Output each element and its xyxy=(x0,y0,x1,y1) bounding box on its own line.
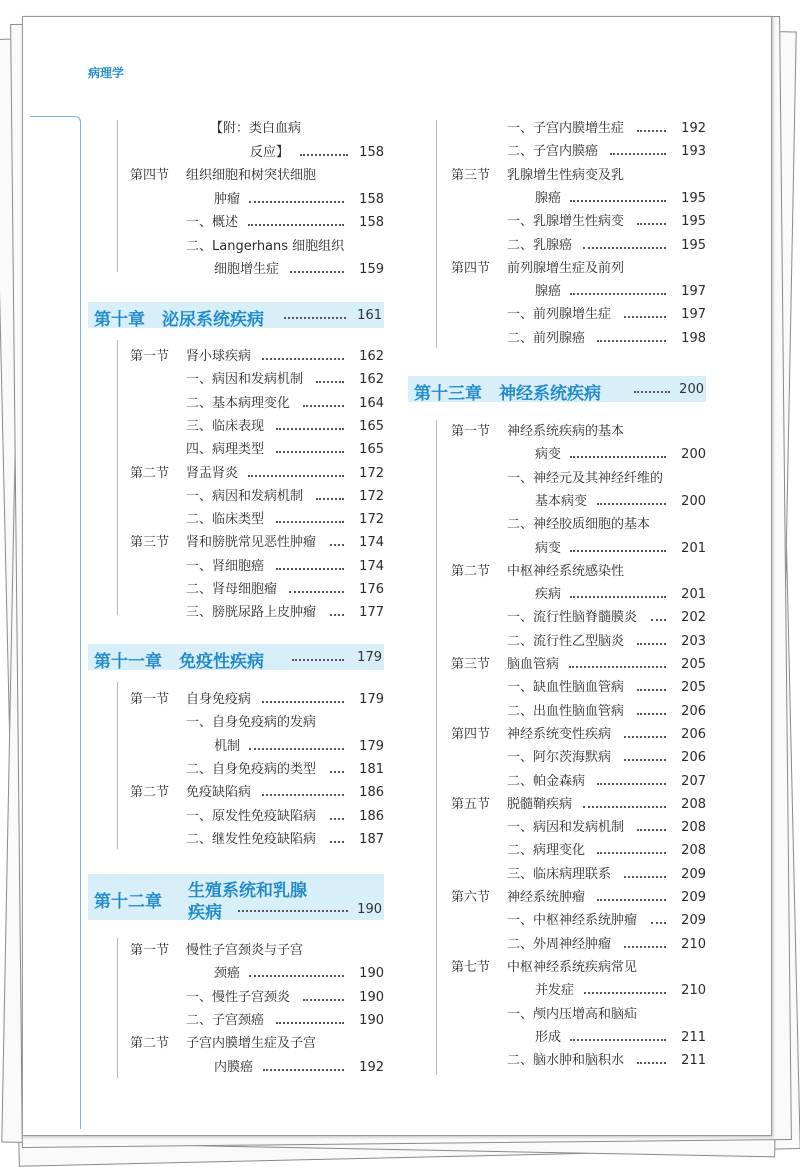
toc-label: 肿瘤 xyxy=(214,191,241,207)
toc-entry[interactable] xyxy=(451,284,706,300)
chapter-title-line1: 生殖系统和乳腺 xyxy=(188,881,307,901)
toc-entry[interactable] xyxy=(130,943,384,959)
toc-label: 中枢神经系统感染性 xyxy=(507,563,625,579)
toc-page-number: 187 xyxy=(359,831,384,847)
toc-label: 二、流行性乙型脑炎 xyxy=(507,633,625,649)
toc-label: 二、Langerhans 细胞组织 xyxy=(186,238,345,254)
toc-page-number: 159 xyxy=(359,262,384,277)
toc-label: 二、外周神经肿瘤 xyxy=(507,936,612,952)
toc-entry[interactable] xyxy=(451,144,706,160)
toc-label: 脑血管病 xyxy=(507,657,560,672)
toc-entry[interactable] xyxy=(451,331,706,347)
leader-dots xyxy=(624,736,666,738)
toc-label: 神经系统变性疾病 xyxy=(507,726,612,742)
toc-label: 形成 xyxy=(535,1029,562,1045)
toc-label: 免疫缺陷病 xyxy=(186,785,252,801)
leader-dots xyxy=(276,451,344,453)
toc-label: 机制 xyxy=(214,738,241,754)
toc-page-number: 209 xyxy=(681,866,706,882)
toc-page-number: 208 xyxy=(681,820,706,836)
toc-page-number: 172 xyxy=(359,465,384,481)
chapter-12-header[interactable] xyxy=(88,874,384,923)
toc-section-number: 第二节 xyxy=(130,465,170,481)
leader-dots xyxy=(583,806,666,808)
toc-page-number: 165 xyxy=(359,418,384,434)
toc-section-number: 第三节 xyxy=(130,535,170,551)
toc-entry[interactable] xyxy=(451,960,706,976)
toc-page-number: 172 xyxy=(359,488,384,504)
leader-dots xyxy=(597,340,666,342)
toc-label: 一、病因和发病机制 xyxy=(507,820,625,836)
toc-page-number: 158 xyxy=(359,144,384,160)
toc-label: 中枢神经系统疾病常见 xyxy=(507,959,638,975)
toc-label: 基本病变 xyxy=(535,493,588,509)
chapter-number: 第十二章 xyxy=(94,892,162,912)
leader-dots xyxy=(624,759,666,761)
leader-dots xyxy=(290,271,344,273)
toc-label: 慢性子宫颈炎与子宫 xyxy=(186,943,304,958)
toc-page-number: 203 xyxy=(681,633,706,649)
toc-page-number: 179 xyxy=(359,738,384,754)
toc-page-number: 211 xyxy=(681,1053,706,1069)
toc-label: 子宫内膜增生症及子宫 xyxy=(186,1036,317,1052)
toc-page-number: 201 xyxy=(681,587,706,603)
toc-label: 自身免疫病 xyxy=(186,692,252,707)
toc-section-number: 第六节 xyxy=(451,890,491,905)
toc-label: 二、神经胶质细胞的基本 xyxy=(507,517,651,533)
leader-dots xyxy=(569,666,666,668)
leader-dots xyxy=(316,498,344,500)
leader-dots xyxy=(597,503,666,505)
toc-entry[interactable] xyxy=(130,715,384,731)
leader-dots xyxy=(610,153,666,155)
toc-label: 二、脑水肿和脑积水 xyxy=(507,1053,625,1069)
toc-page-number: 202 xyxy=(681,610,706,626)
chapter-page: 200 xyxy=(679,382,704,397)
leader-dots xyxy=(284,317,346,319)
leader-dots xyxy=(637,1062,666,1064)
toc-section-number: 第三节 xyxy=(451,657,491,672)
toc-label: 一、缺血性脑血管病 xyxy=(507,680,625,696)
leader-dots xyxy=(651,922,666,924)
toc-page-number: 208 xyxy=(681,796,706,812)
toc-section-number: 第五节 xyxy=(451,796,491,812)
toc-page-number: 195 xyxy=(681,214,706,230)
toc-page-number: 195 xyxy=(681,237,706,253)
chapter-page: 190 xyxy=(357,902,382,917)
leader-dots xyxy=(330,544,344,546)
toc-section-number: 第一节 xyxy=(130,943,170,958)
toc-page-number: 174 xyxy=(359,535,384,551)
toc-entry[interactable] xyxy=(130,1060,384,1076)
toc-entry[interactable] xyxy=(130,739,384,755)
toc-entry[interactable] xyxy=(130,559,384,575)
toc-entry[interactable] xyxy=(130,239,384,255)
toc-page-number: 190 xyxy=(359,989,384,1005)
toc-entry[interactable] xyxy=(451,983,706,999)
leader-dots xyxy=(637,223,666,225)
toc-entry[interactable] xyxy=(130,121,384,137)
toc-label: 病变 xyxy=(535,540,562,556)
leader-dots xyxy=(249,975,344,977)
toc-entry[interactable] xyxy=(130,372,384,388)
toc-label: 二、自身免疫病的类型 xyxy=(186,761,317,777)
toc-label: 三、临床病理联系 xyxy=(507,866,612,882)
toc-page-number: 197 xyxy=(681,307,706,323)
toc-entry[interactable] xyxy=(130,396,384,412)
toc-label: 腺癌 xyxy=(535,190,562,206)
column-rule xyxy=(117,120,118,272)
leader-dots xyxy=(637,643,666,645)
chapter-10-header[interactable] xyxy=(88,302,384,328)
toc-label: 一、颅内压增高和脑疝 xyxy=(507,1006,638,1022)
toc-page-number: 192 xyxy=(359,1059,384,1075)
toc-label: 组织细胞和树突状细胞 xyxy=(186,168,317,183)
toc-entry[interactable] xyxy=(451,727,706,743)
chapter-13-header[interactable] xyxy=(408,376,706,402)
chapter-title-line2: 疾病 xyxy=(188,903,222,923)
toc-label: 肾小球疾病 xyxy=(186,349,252,364)
toc-entry[interactable] xyxy=(130,990,384,1006)
column-rule xyxy=(117,340,118,615)
toc-entry[interactable] xyxy=(130,692,384,708)
toc-page-number: 205 xyxy=(681,657,706,672)
leader-dots xyxy=(597,783,666,785)
leader-dots xyxy=(570,550,666,552)
toc-page-number: 158 xyxy=(359,215,384,230)
toc-label: 神经系统肿瘤 xyxy=(507,890,586,905)
toc-label: 病变 xyxy=(535,447,562,463)
toc-entry[interactable] xyxy=(451,634,706,650)
toc-entry[interactable] xyxy=(130,1013,384,1029)
toc-entry[interactable] xyxy=(451,214,706,230)
toc-label: 并发症 xyxy=(535,983,575,999)
leader-dots xyxy=(303,999,344,1001)
column-rule xyxy=(436,120,437,348)
toc-label: 二、乳腺癌 xyxy=(507,237,573,253)
leader-dots xyxy=(262,358,344,360)
leader-dots xyxy=(249,201,344,203)
toc-page-number: 186 xyxy=(359,808,384,824)
toc-entry[interactable] xyxy=(451,867,706,883)
toc-page-number: 209 xyxy=(681,890,706,905)
leader-dots xyxy=(637,713,666,715)
toc-entry[interactable] xyxy=(130,489,384,505)
toc-entry[interactable] xyxy=(451,1030,706,1046)
leader-dots xyxy=(330,614,344,616)
toc-entry[interactable] xyxy=(451,797,706,813)
toc-entry[interactable] xyxy=(130,262,384,278)
toc-entry[interactable] xyxy=(130,582,384,598)
toc-page-number: 190 xyxy=(359,1012,384,1028)
toc-label: 反应】 xyxy=(250,144,290,160)
toc-entry[interactable] xyxy=(451,913,706,929)
toc-entry[interactable] xyxy=(451,937,706,953)
toc-label: 三、临床表现 xyxy=(186,418,265,434)
leader-dots xyxy=(624,316,666,318)
toc-label: 细胞增生症 xyxy=(214,262,280,277)
leader-dots xyxy=(597,899,666,901)
toc-page-number: 198 xyxy=(681,330,706,346)
leader-dots xyxy=(624,876,666,878)
toc-label: 二、临床类型 xyxy=(186,512,265,528)
chapter-page: 161 xyxy=(357,308,382,323)
leader-dots xyxy=(276,1022,344,1024)
toc-label: 乳腺增生性病变及乳 xyxy=(507,167,625,183)
column-rule xyxy=(117,938,118,1078)
toc-entry[interactable] xyxy=(130,966,384,982)
leader-dots xyxy=(238,910,348,912)
toc-entry[interactable] xyxy=(130,512,384,528)
toc-label: 一、原发性免疫缺陷病 xyxy=(186,808,317,824)
toc-label: 一、概述 xyxy=(186,215,239,230)
leader-dots xyxy=(584,992,666,994)
toc-page-number: 205 xyxy=(681,680,706,696)
toc-entry[interactable] xyxy=(451,238,706,254)
toc-label: 四、病理类型 xyxy=(186,442,265,458)
leader-dots xyxy=(634,391,670,393)
leader-dots xyxy=(570,456,666,458)
leader-dots xyxy=(651,619,666,621)
toc-page-number: 200 xyxy=(681,447,706,463)
toc-entry[interactable] xyxy=(130,442,384,458)
toc-page-number: 193 xyxy=(681,144,706,160)
toc-label: 二、子宫内膜癌 xyxy=(507,144,599,160)
toc-page-number: 201 xyxy=(681,540,706,556)
toc-label: 一、病因和发病机制 xyxy=(186,372,304,388)
toc-section-number: 第三节 xyxy=(451,167,491,183)
toc-section-number: 第一节 xyxy=(130,692,170,707)
toc-label: 疾病 xyxy=(535,587,562,603)
toc-label: 颈癌 xyxy=(214,966,241,982)
toc-page-number: 181 xyxy=(359,761,384,777)
toc-label: 肾盂肾炎 xyxy=(186,465,239,481)
toc-entry[interactable] xyxy=(451,447,706,463)
toc-label: 神经系统疾病的基本 xyxy=(507,424,625,439)
toc-page-number: 207 xyxy=(681,773,706,789)
toc-label: 一、慢性子宫颈炎 xyxy=(186,989,291,1005)
toc-page-number: 195 xyxy=(681,190,706,206)
leader-dots xyxy=(316,381,344,383)
toc-entry[interactable] xyxy=(130,349,384,365)
toc-entry[interactable] xyxy=(451,610,706,626)
toc-entry[interactable] xyxy=(130,809,384,825)
running-head: 病理学 xyxy=(88,66,125,80)
toc-entry[interactable] xyxy=(451,820,706,836)
page-margin-line xyxy=(30,116,81,1129)
toc-section-number: 第二节 xyxy=(130,785,170,801)
toc-section-number: 第一节 xyxy=(130,349,170,364)
leader-dots xyxy=(583,247,666,249)
chapter-title: 第十一章 免疫性疾病 xyxy=(94,652,264,672)
toc-label: 二、继发性免疫缺陷病 xyxy=(186,831,317,847)
leader-dots xyxy=(570,200,666,202)
toc-entry[interactable] xyxy=(451,890,706,906)
leader-dots xyxy=(330,841,344,843)
leader-dots xyxy=(249,748,344,750)
toc-entry[interactable] xyxy=(130,785,384,801)
chapter-page: 179 xyxy=(357,650,382,665)
toc-section-number: 第七节 xyxy=(451,959,491,975)
leader-dots xyxy=(637,829,666,831)
toc-page-number: 177 xyxy=(359,605,384,621)
toc-entry[interactable] xyxy=(451,471,706,487)
toc-page-number: 208 xyxy=(681,843,706,859)
toc-entry[interactable] xyxy=(451,657,706,673)
leader-dots xyxy=(292,659,344,661)
toc-page-number: 210 xyxy=(681,936,706,952)
chapter-title: 第十章 泌尿系统疾病 xyxy=(94,310,264,330)
toc-entry[interactable] xyxy=(451,191,706,207)
leader-dots xyxy=(276,428,344,430)
toc-label: 一、病因和发病机制 xyxy=(186,488,304,504)
toc-label: 一、流行性脑脊髓膜炎 xyxy=(507,610,638,626)
leader-dots xyxy=(597,852,666,854)
toc-entry[interactable] xyxy=(130,192,384,208)
leader-dots xyxy=(624,946,666,948)
toc-page-number: 190 xyxy=(359,966,384,982)
leader-dots xyxy=(248,224,344,226)
toc-entry[interactable] xyxy=(451,541,706,557)
toc-label: 内膜癌 xyxy=(214,1059,254,1075)
toc-entry[interactable] xyxy=(451,424,706,440)
toc-label: 二、基本病理变化 xyxy=(186,395,291,411)
leader-dots xyxy=(330,771,344,773)
toc-entry[interactable] xyxy=(130,1036,384,1052)
toc-section-number: 第四节 xyxy=(451,726,491,742)
toc-label: 一、神经元及其神经纤维的 xyxy=(507,470,664,486)
toc-entry[interactable] xyxy=(451,564,706,580)
leader-dots xyxy=(276,568,344,570)
leader-dots xyxy=(303,405,344,407)
toc-entry[interactable] xyxy=(451,680,706,696)
leader-dots xyxy=(570,596,666,598)
toc-label: 一、中枢神经系统肿瘤 xyxy=(507,913,638,929)
toc-entry[interactable] xyxy=(451,1007,706,1023)
toc-entry[interactable] xyxy=(451,261,706,277)
toc-entry[interactable] xyxy=(451,121,706,137)
toc-page-number: 179 xyxy=(359,692,384,707)
leader-dots xyxy=(637,689,666,691)
column-rule xyxy=(117,682,118,849)
toc-section-number: 第四节 xyxy=(451,260,491,276)
toc-entry[interactable] xyxy=(130,168,384,184)
toc-label: 二、肾母细胞瘤 xyxy=(186,582,278,597)
toc-label: 一、自身免疫病的发病 xyxy=(186,715,317,731)
toc-entry[interactable] xyxy=(451,843,706,859)
toc-label: 三、膀胱尿路上皮肿瘤 xyxy=(186,605,317,621)
toc-label: 前列腺增生症及前列 xyxy=(507,260,625,276)
toc-entry[interactable] xyxy=(130,762,384,778)
leader-dots xyxy=(263,1069,344,1071)
toc-label: 【附：类白血病 xyxy=(210,121,302,136)
toc-entry[interactable] xyxy=(451,517,706,533)
toc-page-number: 174 xyxy=(359,558,384,574)
toc-entry[interactable] xyxy=(451,1053,706,1069)
toc-label: 二、子宫颈癌 xyxy=(186,1012,265,1028)
toc-entry[interactable] xyxy=(130,145,384,161)
toc-entry[interactable] xyxy=(451,774,706,790)
toc-entry[interactable] xyxy=(130,535,384,551)
toc-page-number: 164 xyxy=(359,395,384,411)
toc-page-number: 211 xyxy=(681,1029,706,1045)
leader-dots xyxy=(570,1039,666,1041)
leader-dots xyxy=(289,591,344,593)
toc-page-number: 210 xyxy=(681,983,706,999)
toc-entry[interactable] xyxy=(451,704,706,720)
toc-page-number: 158 xyxy=(359,191,384,207)
leader-dots xyxy=(330,818,344,820)
toc-label: 一、乳腺增生性病变 xyxy=(507,214,625,230)
toc-label: 二、病理变化 xyxy=(507,843,586,859)
toc-page-number: 162 xyxy=(359,372,384,388)
toc-label: 肾和膀胱常见恶性肿瘤 xyxy=(186,535,317,551)
toc-page-number: 165 xyxy=(359,442,384,458)
toc-entry[interactable] xyxy=(451,750,706,766)
toc-page-number: 172 xyxy=(359,512,384,528)
toc-entry[interactable] xyxy=(130,605,384,621)
toc-page-number: 206 xyxy=(681,703,706,719)
chapter-title: 第十三章 神经系统疾病 xyxy=(414,384,601,404)
column-rule xyxy=(436,420,437,1075)
toc-section-number: 第二节 xyxy=(130,1036,170,1052)
leader-dots xyxy=(637,130,666,132)
toc-entry[interactable] xyxy=(130,419,384,435)
chapter-11-header[interactable] xyxy=(88,644,384,670)
leader-dots xyxy=(262,794,344,796)
toc-page-number: 209 xyxy=(681,913,706,929)
toc-entry[interactable] xyxy=(451,168,706,184)
leader-dots xyxy=(570,293,666,295)
toc-page-number: 200 xyxy=(681,493,706,509)
toc-label: 二、前列腺癌 xyxy=(507,330,586,346)
leader-dots xyxy=(300,154,348,156)
toc-section-number: 第二节 xyxy=(451,563,491,579)
toc-page-number: 176 xyxy=(359,582,384,597)
toc-label: 一、前列腺增生症 xyxy=(507,307,612,323)
toc-page-number: 192 xyxy=(681,121,706,136)
toc-page-number: 186 xyxy=(359,785,384,801)
toc-entry[interactable] xyxy=(130,215,384,231)
toc-section-number: 第四节 xyxy=(130,168,170,183)
toc-label: 腺癌 xyxy=(535,284,562,300)
toc-label: 一、阿尔茨海默病 xyxy=(507,750,612,766)
toc-page-number: 206 xyxy=(681,726,706,742)
toc-page-number: 162 xyxy=(359,349,384,364)
toc-entry[interactable] xyxy=(130,832,384,848)
toc-entry[interactable] xyxy=(451,307,706,323)
toc-page-number: 206 xyxy=(681,750,706,766)
toc-label: 脱髓鞘疾病 xyxy=(507,796,573,812)
toc-label: 一、子宫内膜增生症 xyxy=(507,121,625,136)
toc-section-number: 第一节 xyxy=(451,424,491,439)
leader-dots xyxy=(276,521,344,523)
leader-dots xyxy=(262,701,344,703)
toc-label: 二、出血性脑血管病 xyxy=(507,703,625,719)
leader-dots xyxy=(248,475,344,477)
toc-entry[interactable] xyxy=(451,494,706,510)
toc-page-number: 197 xyxy=(681,284,706,300)
toc-label: 一、肾细胞癌 xyxy=(186,558,265,574)
toc-entry[interactable] xyxy=(451,587,706,603)
toc-entry[interactable] xyxy=(130,466,384,482)
toc-label: 二、帕金森病 xyxy=(507,773,586,789)
